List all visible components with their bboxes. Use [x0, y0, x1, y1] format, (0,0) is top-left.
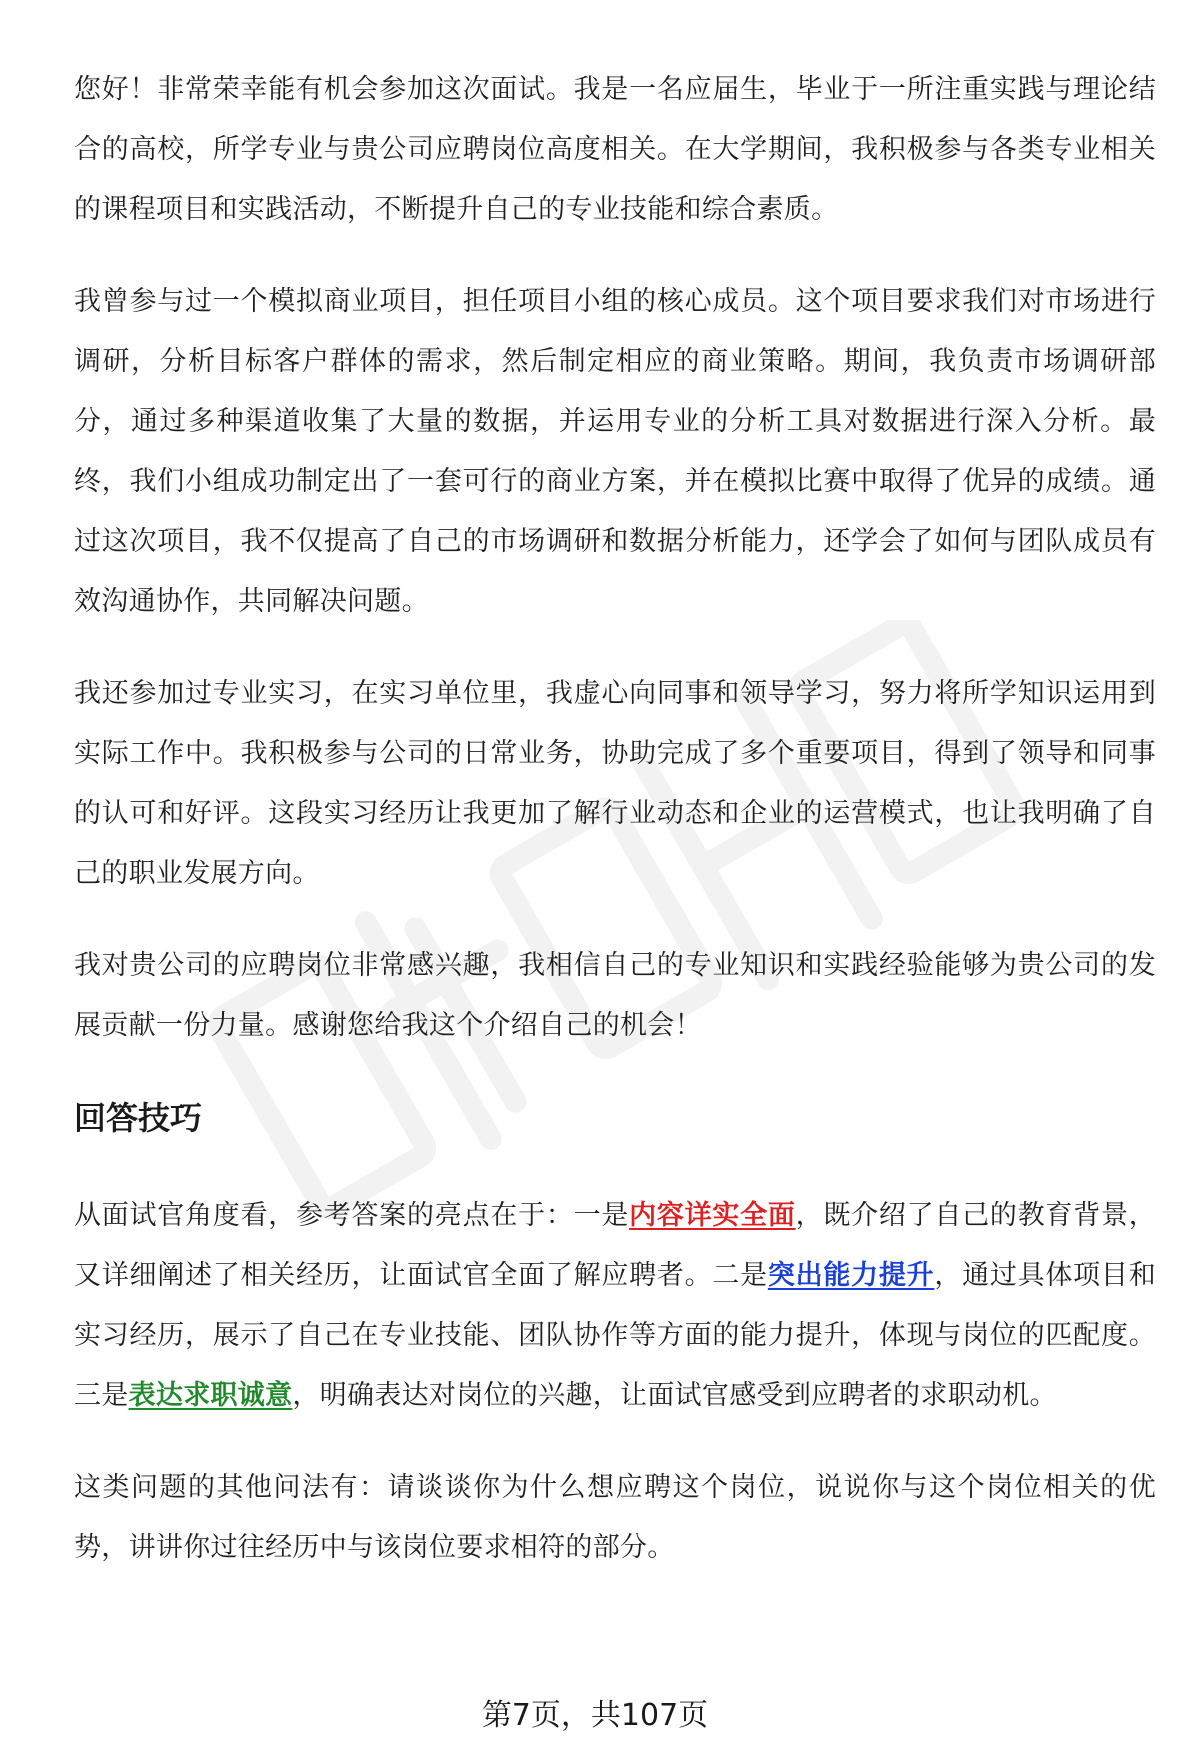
tips-paragraph-2: 这类问题的其他问法有：请谈谈你为什么想应聘这个岗位，说说你与这个岗位相关的优势，讲讲你过往经历中与该岗位要求相符的部分。 [74, 1472, 1156, 1563]
tips-text-a: 从面试官角度看，参考答案的亮点在于：一是 [74, 1200, 630, 1231]
tips-text-b: ，既介绍了自己的教育背景，又详细阐述了相关经历，让面试官全面了解应聘者。二是 [74, 1200, 1156, 1291]
answer-paragraph-2: 我曾参与过一个模拟商业项目，担任项目小组的核心成员。这个项目要求我们对市场进行调研，分析目标客户群体的需求，然后制定相应的商业策略。期间，我负责市场调研部分，通过多种渠道收集了大量的数据，并运用专业的分析工具对数据进行深入分析。最终，我们小组成功制定出了一套可行的商业方案，并在模拟比赛中取得了优异的成绩。通过这次项目，我不仅提高了自己的市场调研和数据分析能力，还学会了如何与团队成员有效沟通协作，共同解决问题。 [74, 286, 1156, 617]
tips-text-d: ，明确表达对岗位的兴趣，让面试官感受到应聘者的求职动机。 [292, 1380, 1057, 1411]
answer-paragraph-1: 您好！非常荣幸能有机会参加这次面试。我是一名应届生，毕业于一所注重实践与理论结合的高校，所学专业与贵公司应聘岗位高度相关。在大学期间，我积极参与各类专业相关的课程项目和实践活动，不断提升自己的专业技能和综合素质。 [74, 74, 1156, 225]
section-heading-tips: 回答技巧 [74, 1099, 203, 1137]
answer-paragraph-4: 我对贵公司的应聘岗位非常感兴趣，我相信自己的专业知识和实践经验能够为贵公司的发展贡献一份力量。感谢您给我这个介绍自己的机会！ [74, 950, 1156, 1041]
tips-text-c: ，通过具体项目和实习经历，展示了自己在专业技能、团队协作等方面的能力提升，体现与岗位的匹配度。三是 [74, 1260, 1156, 1411]
highlight-sincerity: 表达求职诚意 [128, 1380, 293, 1411]
highlight-detailed-content: 内容详实全面 [629, 1200, 796, 1231]
answer-paragraph-3: 我还参加过专业实习，在实习单位里，我虚心向同事和领导学习，努力将所学知识运用到实际工作中。我积极参与公司的日常业务，协助完成了多个重要项目，得到了领导和同事的认可和好评。这段实习经历让我更加了解行业动态和企业的运营模式，也让我明确了自己的职业发展方向。 [74, 678, 1156, 889]
page-number: 第7页，共107页 [481, 1698, 709, 1733]
tips-paragraph-1 [74, 1186, 1156, 1426]
document-page [74, 60, 1156, 1610]
highlight-ability-improvement: 突出能力提升 [767, 1260, 935, 1291]
